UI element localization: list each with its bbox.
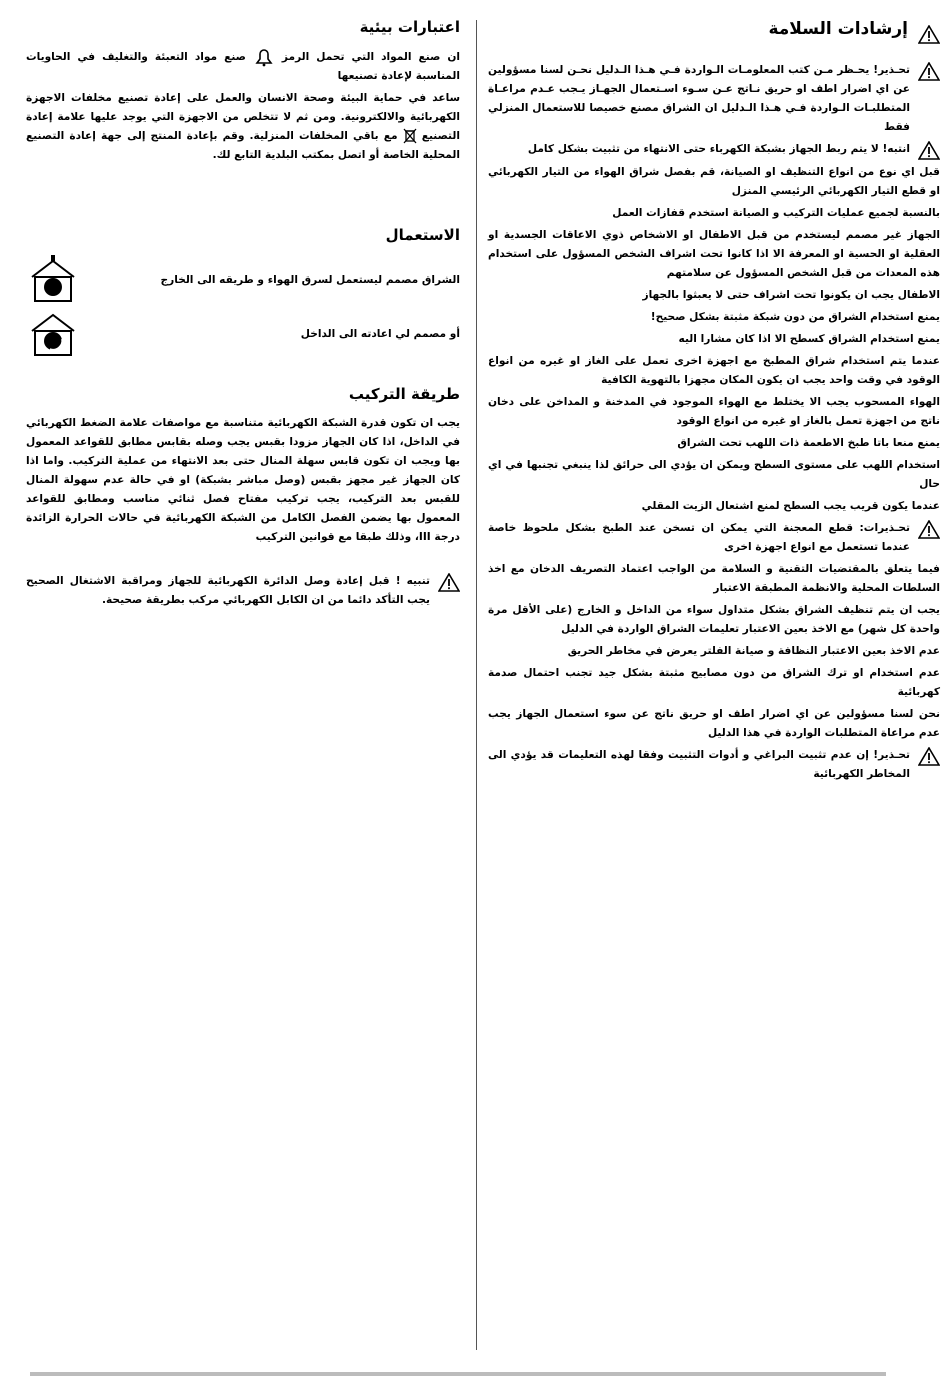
installation-note: [26, 572, 460, 610]
column-divider: [476, 20, 477, 1350]
installation-title: طريقة التركيب: [348, 385, 460, 403]
crossed-bin-icon: [403, 128, 417, 144]
safety-paragraph: يمنع منعا باتا طبخ الاطعمة ذات اللهب تحت الشراق: [677, 437, 940, 449]
warning-block: [488, 61, 940, 137]
warning-block: [488, 519, 940, 557]
safety-title-row: [488, 18, 940, 51]
warning-block: [488, 140, 940, 160]
safety-paragraph: فيما يتعلق بالمقتضيات التقنية و السلامة من الواجب اعتماد التصريف الدخان مع اخذ السلطات المحلية والانظمة المطبقة الاعتبار: [488, 563, 940, 594]
usage-extraction-row: [26, 255, 460, 305]
safety-paragraph: نحن لسنا مسؤولين عن اي اضرار اطف او حريق ناتج عن سوء استعمال الجهاز يجب عدم مراعاة المتطلبات الواردة في هذا الدليل: [488, 708, 940, 739]
installation-note-text: تنبيه ! قبل إعادة وصل الدائرة الكهربائية للجهاز ومراقبة الاشتغال الصحيح يجب التأكد دائما من ان الكابل الكهربائي مركب بطريقة صحيحة.: [26, 575, 430, 606]
usage-title: الاستعمال: [385, 226, 460, 244]
environment-text: صنع مواد التعبئة والتغليف في الحاويات المناسبة لإعادة تصنيعها: [26, 51, 460, 82]
safety-paragraph: عندما يتم استخدام شراق المطبخ مع اجهزة اخرى تعمل على الغاز او غيره من انواع الوقود في وقت واحد يجب ان يكون المكان مجهزا بالتهوية الكافية: [488, 355, 940, 386]
safety-paragraph: عندما يكون قريب يجب السطح لمنع اشتعال الزيت المقلي: [641, 500, 940, 512]
environment-paragraph: [26, 47, 460, 86]
safety-title: إرشادات السلامة: [768, 19, 908, 39]
safety-paragraph: عدم استخدام او ترك الشراق من دون مصابيح مثبتة بشكل جيد تجنب احتمال صدمة كهربائية: [488, 667, 940, 698]
safety-paragraph: عدم الاخذ بعين الاعتبار النظافة و صيانة الفلتر يعرض في مخاطر الحريق: [567, 645, 940, 657]
safety-paragraph: يمنع استخدام الشراق من دون شبكة مثبتة بشكل صحيح!: [650, 311, 940, 323]
environment-text: ساعد في حماية البيئة وصحة الانسان والعمل على إعادة تصنيع مخلفات الاجهزة الكهربائية والالكترونية. ومن ثم لا تتخلص من الاجهزة التي يوجد عليها علامة إعادة التصنيع: [26, 92, 460, 142]
installation-body: يجب ان تكون قدرة الشبكة الكهربائية متناسبة مع مواصفات علامة الضغط الكهربائي في الداخل، اذا كان الجهاز مزودا بقبس يجب وصله بقابس مطابق للقواعد المعمول بها ويجب ان تكون قابس سهلة المنال حتى بعد الانتهاء من عملية التركيب. واما اذا كان الجهاز غير مجهز بقبس (وصل مباشر بشبكة) او في حالة عدم سهولة المنال للقبس بعد التركيب، يجب تركيب مفتاح فصل ثنائي مناسب ومطابق للقواعد المعمول بها يضمن الفصل الكامل من الشبكة الكهربائية في حالات الحرارة الزائدة درجة III، وذلك طبقا مع قوانين التركيب: [26, 417, 460, 543]
warning-triangle-icon: [918, 520, 940, 539]
usage-recirculation-row: [26, 309, 460, 359]
warning-triangle-icon: [918, 62, 940, 81]
environment-text: ان صنع المواد التي تحمل الرمز: [281, 51, 460, 63]
usage-recirculation-text: أو مصمم لي اعادته الى الداخل: [300, 327, 460, 340]
house-recirculation-icon: [26, 309, 80, 359]
warning-text: تحـذيرات: قطع المعجنة التي يمكن ان تسخن عند الطبخ بشكل ملحوظ خاصة عندما تستعمل مع انواع اجهزة اخرى: [488, 522, 910, 553]
safety-paragraph: بالنسبة لجميع عمليات التركيب و الصيانة استخدم قفازات العمل: [612, 207, 940, 219]
recycle-bell-icon: [253, 47, 275, 67]
warning-text: تحـذير! إن عدم تثبيت البراغي و أدوات التثبيت وفقا لهذه التعليمات قد يؤدي الى المخاطر الكهربائية: [488, 749, 910, 780]
safety-column: [488, 18, 940, 787]
warning-triangle-icon: [918, 747, 940, 766]
safety-paragraph: الاطفال يجب ان يكونوا تحت اشراف حتى لا يعبثوا بالجهاز: [642, 289, 940, 301]
safety-paragraph: الجهاز غير مصمم ليستخدم من قبل الاطفال او الاشخاص ذوي الاعاقات الجسدية او العقلية او الحسية او المعرفة الا اذا كانوا تحت اشراف الشخص المسؤول على استخدام هذه المعدات من قبل الشخص المسؤول عن سلامتهم: [488, 229, 940, 279]
environment-title: اعتبارات بيئية: [359, 18, 460, 36]
warning-triangle-icon: [918, 141, 940, 160]
warning-text: تحـذير! يحـظر مـن كتب المعلومـات الـواردة فـي هـذا الـدليل نحـن لسنا مسؤولين عن اي اضرار اطف او حريق نـاتج عـن سـوء اسـتعمال الجهـاز يـجب عـدم مراعـاة المتطلبـات الـواردة فـي هـذا الـدليل ان الشراق مصنع خصيصا للاستعمال المنزلي فقط: [488, 64, 910, 133]
environment-paragraph: [26, 89, 460, 165]
house-extraction-icon: [26, 255, 80, 305]
environment-text: مع باقي المخلفات المنزلية. وقم بإعادة المنتج إلى جهة إعادة التصنيع المحلية الخاصة أو اتصل بمكتب البلدية التابع لك.: [26, 130, 460, 161]
warning-triangle-icon: [918, 25, 940, 44]
usage-extraction-text: الشراق مصمم ليستعمل لسرق الهواء و طريقه الى الخارج: [160, 273, 460, 286]
warning-triangle-icon: [438, 573, 460, 592]
page-bottom-rule: [30, 1372, 886, 1376]
warning-block: [488, 746, 940, 784]
safety-paragraph: قبل اي نوع من انواع التنظيف او الصيانة، قم بفصل شراق الهواء من التيار الكهربائي او قطع التيار الكهربائي الرئيسي المنزل: [488, 166, 940, 197]
safety-paragraph: يجب ان يتم تنظيف الشراق بشكل متداول سواء من الداخل و الخارج (على الأقل مرة واحدة كل شهر) مع الاخذ بعين الاعتبار تعليمات الشراق الواردة في الدليل: [488, 604, 940, 635]
warning-text: انتبه! لا يتم ربط الجهاز بشبكة الكهرباء حتى الانتهاء من تثبيت بشكل كامل: [527, 143, 910, 155]
environment-usage-column: [26, 18, 460, 610]
safety-paragraph: الهواء المسحوب يجب الا يختلط مع الهواء الموجود في المدخنة و المداخن على دخان ناتج من اجهزة تعمل بالغاز او غيره من انواع الوقود: [488, 396, 940, 427]
safety-paragraph: استخدام اللهب على مستوى السطح ويمكن ان يؤدي الى حرائق لذا ينبغي تجنبها في اي حال: [488, 459, 940, 490]
safety-paragraph: يمنع استخدام الشراق كسطح الا اذا كان مشارا اليه: [678, 333, 940, 345]
